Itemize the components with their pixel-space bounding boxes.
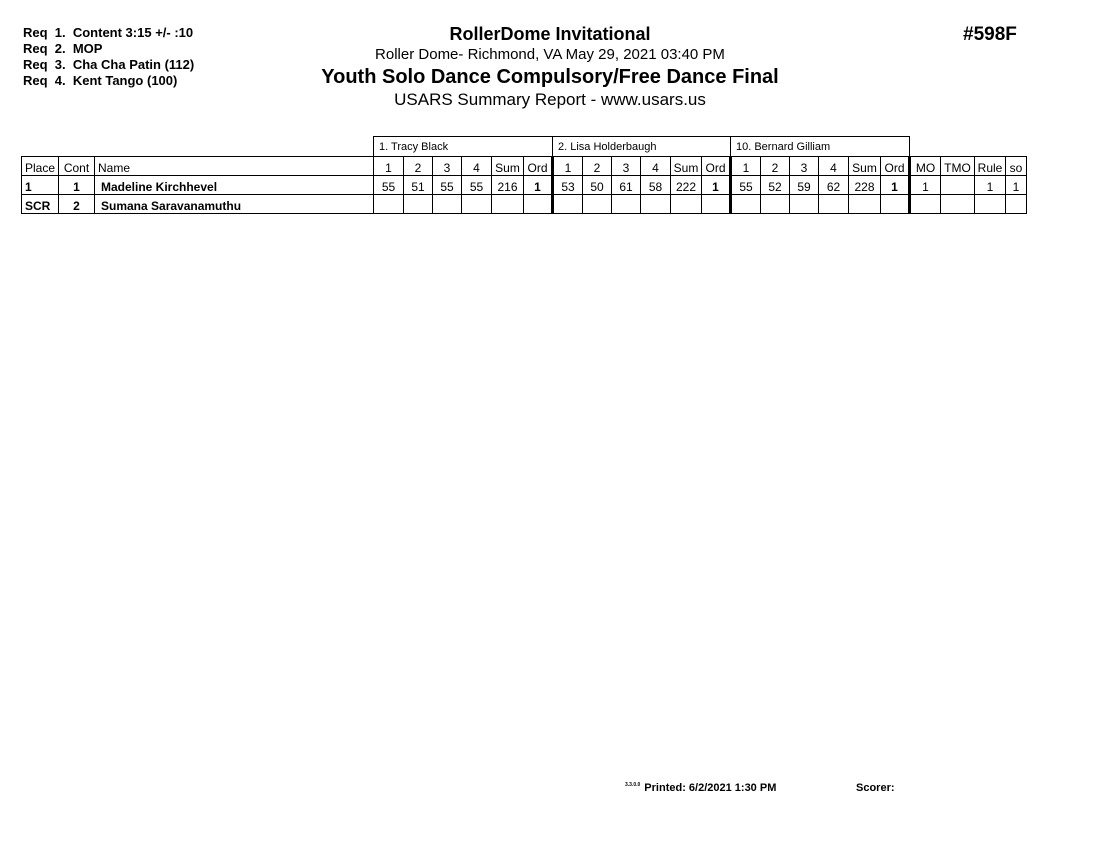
report-header — [300, 24, 800, 111]
score-cell — [761, 195, 790, 214]
score-cell: 52 — [761, 176, 790, 195]
ord-cell — [702, 195, 731, 214]
score-cell: 59 — [790, 176, 819, 195]
score-cell — [462, 195, 492, 214]
sum-cell — [671, 195, 702, 214]
col-j2-ord: Ord — [702, 157, 731, 176]
rule-cell: 1 — [975, 176, 1006, 195]
requirement-item: Req 2. MOP — [23, 41, 103, 56]
tmo-cell — [941, 195, 975, 214]
scorer-label: Scorer: — [856, 782, 895, 794]
venue-date-line: Roller Dome- Richmond, VA May 29, 2021 03:40 PM — [375, 46, 725, 63]
version-label: 3.3.0.0 — [625, 782, 641, 789]
col-name: Name — [95, 157, 374, 176]
col-j3-2: 2 — [761, 157, 790, 176]
sum-cell: 222 — [671, 176, 702, 195]
requirement-item: Req 4. Kent Tango (100) — [23, 73, 178, 88]
ord-cell: 1 — [881, 176, 910, 195]
col-place: Place — [22, 157, 59, 176]
score-cell: 55 — [374, 176, 404, 195]
score-cell — [433, 195, 462, 214]
score-cell: 55 — [433, 176, 462, 195]
col-j3-ord: Ord — [881, 157, 910, 176]
score-cell — [819, 195, 849, 214]
score-cell — [790, 195, 819, 214]
printed-timestamp: Printed: 6/2/2021 1:30 PM — [644, 782, 777, 794]
col-j2-2: 2 — [583, 157, 612, 176]
row-place: 1 — [22, 176, 59, 195]
score-cell: 61 — [612, 176, 641, 195]
score-cell: 55 — [462, 176, 492, 195]
requirement-item: Req 3. Cha Cha Patin (112) — [23, 57, 195, 72]
requirements-list — [23, 25, 194, 89]
judge-2-name: 2. Lisa Holderbaugh — [553, 137, 731, 157]
judge-3-name: 10. Bernard Gilliam — [731, 137, 910, 157]
requirement-item: Req 1. Content 3:15 +/- :10 — [23, 25, 194, 40]
score-cell: 50 — [583, 176, 612, 195]
event-name: Youth Solo Dance Compulsory/Free Dance Final — [321, 66, 779, 88]
score-cell — [583, 195, 612, 214]
col-j3-4: 4 — [819, 157, 849, 176]
col-j3-1: 1 — [731, 157, 761, 176]
score-cell: 58 — [641, 176, 671, 195]
score-cell: 53 — [553, 176, 583, 195]
score-cell — [374, 195, 404, 214]
sum-cell — [849, 195, 881, 214]
row-name: Madeline Kirchhevel — [95, 176, 374, 195]
so-cell — [1006, 195, 1027, 214]
sum-cell: 228 — [849, 176, 881, 195]
col-so: so — [1006, 157, 1027, 176]
score-cell — [553, 195, 583, 214]
sum-cell — [492, 195, 524, 214]
row-cont: 1 — [59, 176, 95, 195]
col-rule: Rule — [975, 157, 1006, 176]
table-row — [22, 195, 1027, 214]
col-j2-1: 1 — [553, 157, 583, 176]
table-row — [22, 176, 1027, 195]
ord-cell — [881, 195, 910, 214]
col-cont: Cont — [59, 157, 95, 176]
row-cont: 2 — [59, 195, 95, 214]
col-mo: MO — [910, 157, 941, 176]
judge-1-name: 1. Tracy Black — [374, 137, 553, 157]
col-j2-4: 4 — [641, 157, 671, 176]
score-cell: 55 — [731, 176, 761, 195]
column-header-row — [22, 157, 1027, 176]
col-j1-3: 3 — [433, 157, 462, 176]
col-j2-sum: Sum — [671, 157, 702, 176]
score-cell — [641, 195, 671, 214]
score-cell — [404, 195, 433, 214]
col-j1-2: 2 — [404, 157, 433, 176]
col-tmo: TMO — [941, 157, 975, 176]
col-j1-ord: Ord — [524, 157, 553, 176]
score-cell — [612, 195, 641, 214]
ord-cell: 1 — [524, 176, 553, 195]
sum-cell: 216 — [492, 176, 524, 195]
row-name: Sumana Saravanamuthu — [95, 195, 374, 214]
printed-footer — [625, 782, 776, 794]
ord-cell — [524, 195, 553, 214]
col-j3-3: 3 — [790, 157, 819, 176]
rule-cell — [975, 195, 1006, 214]
so-cell: 1 — [1006, 176, 1027, 195]
col-j2-3: 3 — [612, 157, 641, 176]
col-j1-1: 1 — [374, 157, 404, 176]
ord-cell: 1 — [702, 176, 731, 195]
mo-cell — [910, 195, 941, 214]
col-j3-sum: Sum — [849, 157, 881, 176]
tmo-cell — [941, 176, 975, 195]
results-table — [21, 136, 1027, 214]
score-cell: 51 — [404, 176, 433, 195]
col-j1-sum: Sum — [492, 157, 524, 176]
score-cell: 62 — [819, 176, 849, 195]
event-title: RollerDome Invitational — [449, 24, 651, 44]
score-cell — [731, 195, 761, 214]
mo-cell: 1 — [910, 176, 941, 195]
judges-row — [22, 137, 1027, 157]
event-id: #598F — [963, 24, 1017, 45]
col-j1-4: 4 — [462, 157, 492, 176]
report-name: USARS Summary Report - www.usars.us — [394, 90, 706, 109]
row-place: SCR — [22, 195, 59, 214]
